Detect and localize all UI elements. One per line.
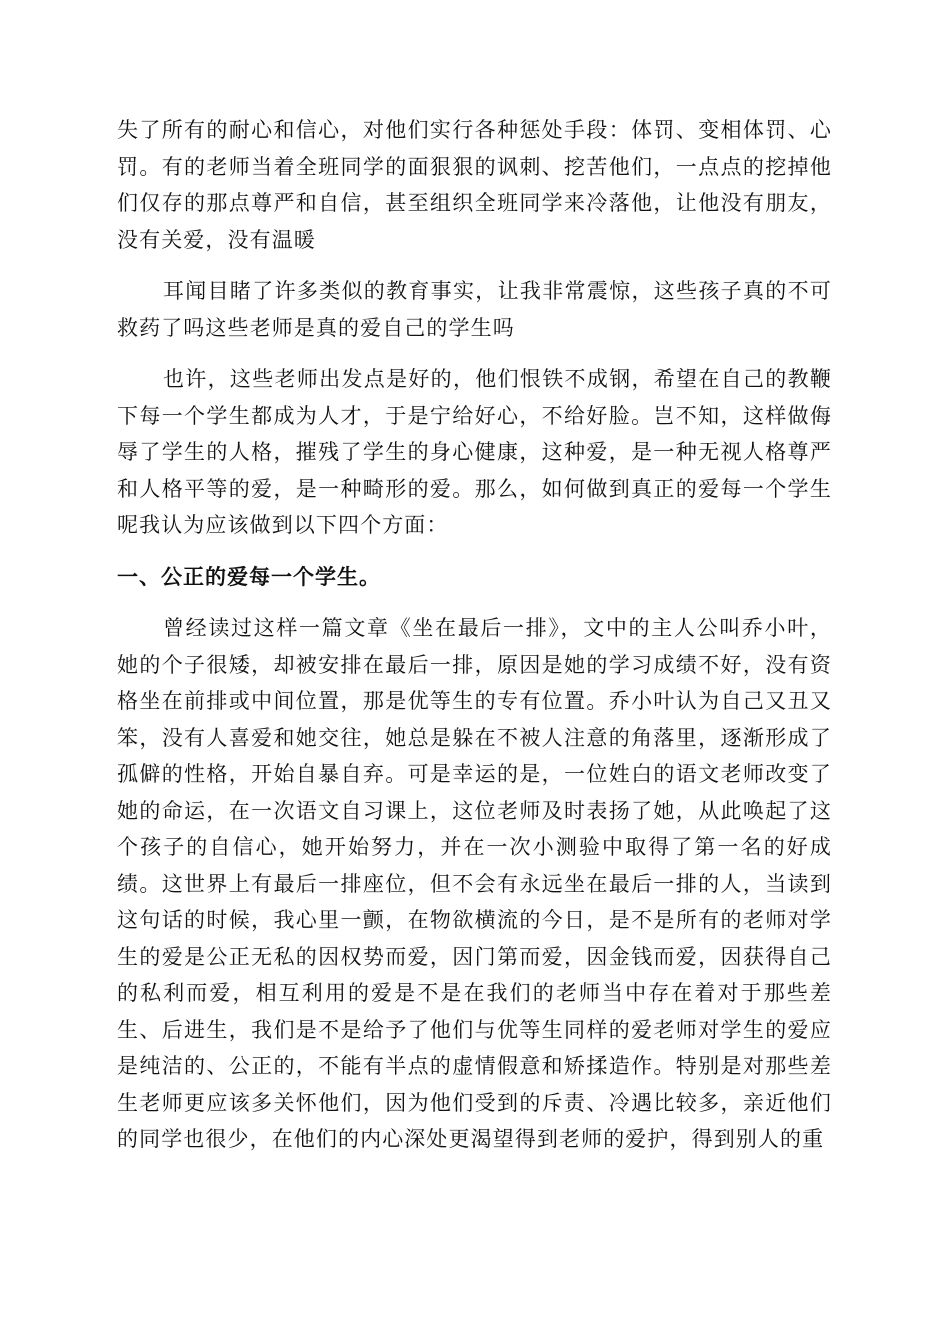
paragraph-continuation: 失了所有的耐心和信心，对他们实行各种惩处手段：体罚、变相体罚、心罚。有的老师当着全班同学的面狠狠的讽刺、挖苦他们，一点点的挖掉他们仅存的那点尊严和自信，甚至组织全班同学来冷落他，让他没有朋友，没有关爱，没有温暖 [117, 118, 832, 252]
paragraph-story: 曾经读过这样一篇文章《坐在最后一排》，文中的主人公叫乔小叶，她的个子很矮，却被安排在最后一排，原因是她的学习成绩不好，没有资格坐在前排或中间位置，那是优等生的专有位置。乔小叶认为自己又丑又笨，没有人喜爱和她交往，她总是躲在不被人注意的角落里，逐渐形成了孤僻的性格，开始自暴自弃。可是幸运的是，一位姓白的语文老师改变了她的命运，在一次语文自习课上，这位老师及时表扬了她，从此唤起了这个孩子的自信心，她开始努力，并在一次小测验中取得了第一名的好成绩。这世界上有最后一排座位，但不会有永远坐在最后一排的人，当读到这句话的时候，我心里一颤，在物欲横流的今日，是不是所有的老师对学生的爱是公正无私的因权势而爱，因门第而爱，因金钱而爱，因获得自己的私利而爱，相互利用的爱是不是在我们的老师当中存在着对于那些差生、后进生，我们是不是给予了他们与优等生同样的爱老师对学生的爱应是纯洁的、公正的，不能有半点的虚情假意和矫揉造作。特别是对那些差生老师更应该多关怀他们，因为他们受到的斥责、冷遇比较多，亲近他们的同学也很少，在他们的内心深处更渴望得到老师的爱护，得到别人的重 [117, 616, 832, 1151]
section-heading-1: 一、公正的爱每一个学生。 [117, 564, 381, 589]
document-body [117, 112, 832, 1158]
paragraph-witness: 耳闻目睹了许多类似的教育事实，让我非常震惊，这些孩子真的不可救药了吗这些老师是真的爱自己的学生吗 [117, 279, 832, 340]
paragraph-perhaps: 也许，这些老师出发点是好的，他们恨铁不成钢，希望在自己的教鞭下每一个学生都成为人才，于是宁给好心，不给好脸。岂不知，这样做侮辱了学生的人格，摧残了学生的身心健康，这种爱，是一种无视人格尊严和人格平等的爱，是一种畸形的爱。那么，如何做到真正的爱每一个学生呢我认为应该做到以下四个方面： [117, 367, 832, 537]
